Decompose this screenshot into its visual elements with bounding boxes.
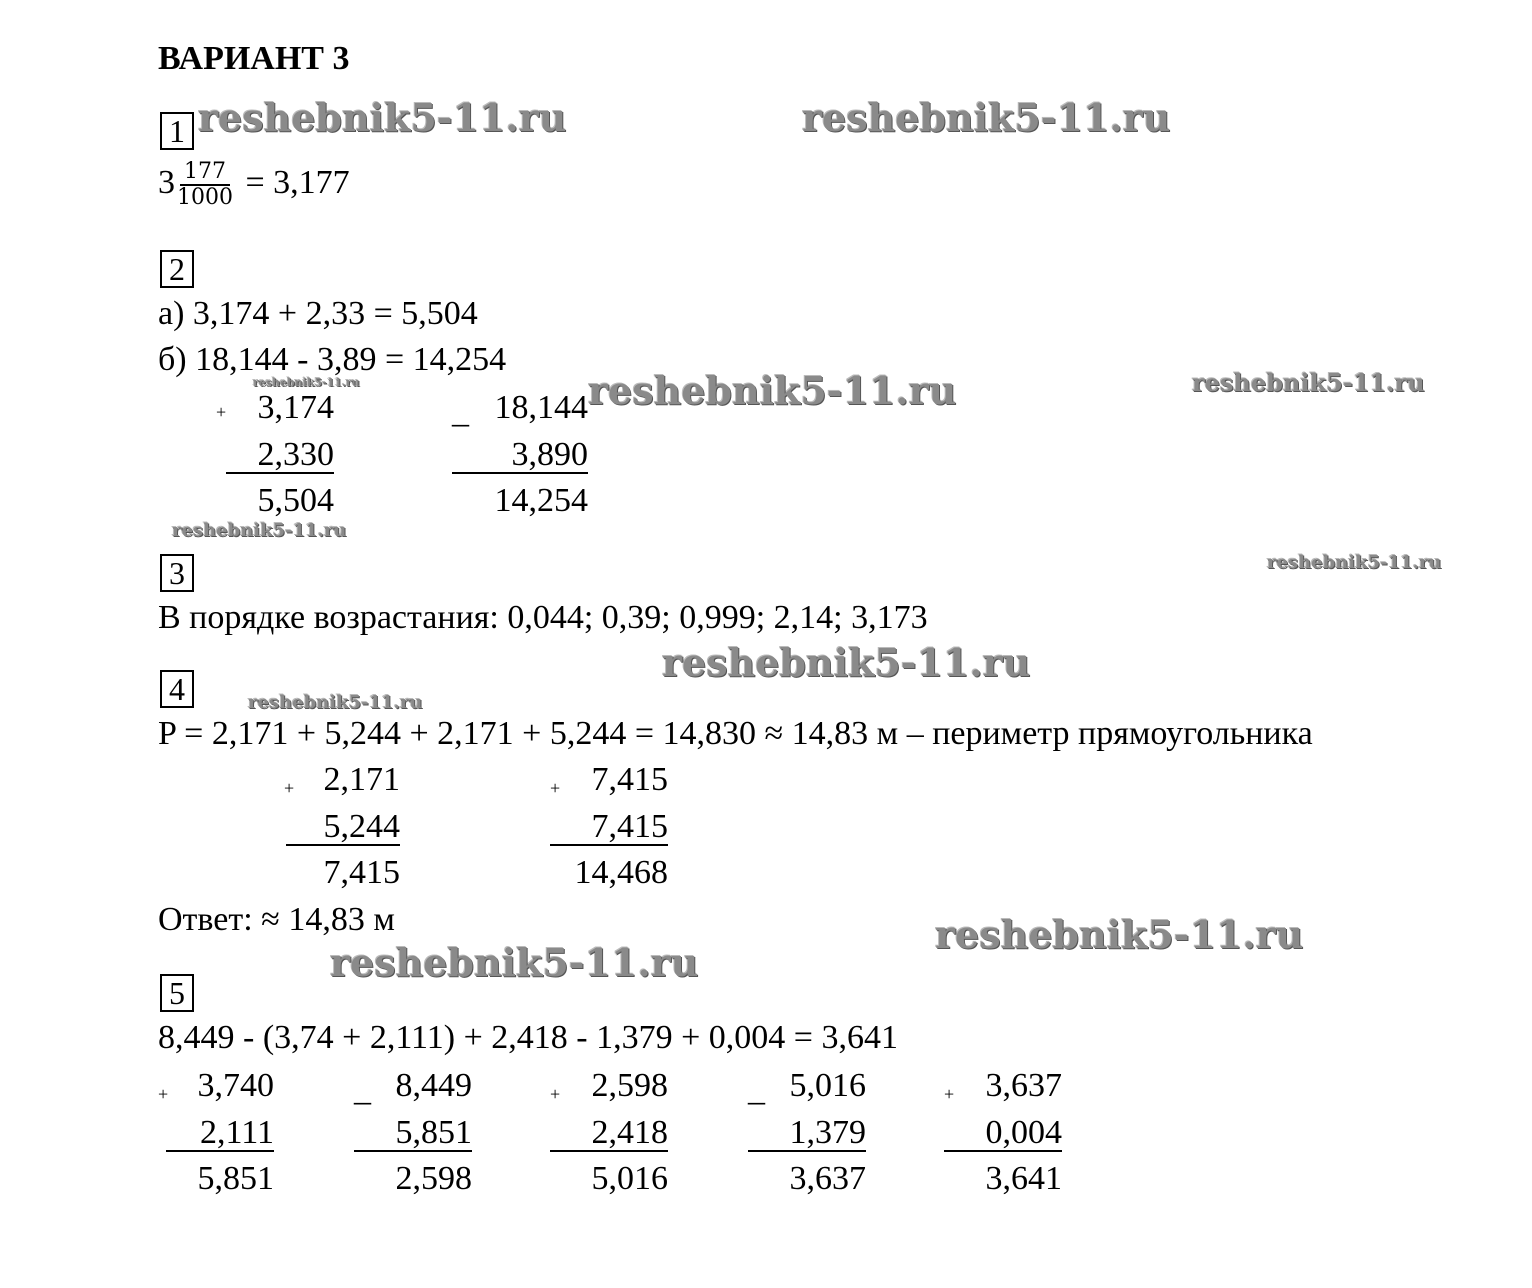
column-bottom: 0,004 [985,1114,1062,1151]
page-title: ВАРИАНТ 3 [158,40,350,77]
column-top: 18,144 [494,389,588,426]
equation-line: P = 2,171 + 5,244 + 2,171 + 5,244 = 14,830 ≈ 14,83 м – периметр прямоугольника [158,715,1313,752]
column-rule [748,1150,866,1152]
column-rule [226,472,334,474]
column-result: 3,641 [985,1160,1062,1197]
column-top: 2,598 [591,1067,668,1104]
column-sign: _ [748,1071,765,1108]
column-result: 5,016 [591,1160,668,1197]
task-number: 3 [160,554,194,592]
equation-line: а) 3,174 + 2,33 = 5,504 [158,295,478,332]
watermark: reshebnik5-11.ru [172,520,347,541]
answer-line: В порядке возрастания: 0,044; 0,39; 0,999; 2,14; 3,173 [158,599,928,636]
column-sign: + [284,778,295,798]
fraction-numerator: 177 [180,160,230,186]
column-top: 3,740 [197,1067,274,1104]
answer-line: Ответ: ≈ 14,83 м [158,901,395,938]
column-rule [944,1150,1062,1152]
column-top: 7,415 [591,761,668,798]
column-bottom: 1,379 [789,1114,866,1151]
column-sign: + [216,402,227,422]
equation-line: б) 18,144 - 3,89 = 14,254 [158,341,507,378]
column-result: 5,851 [197,1160,274,1197]
watermark: reshebnik5-11.ru [198,95,567,140]
column-sign: + [550,1084,561,1104]
column-top: 8,449 [395,1067,472,1104]
column-bottom: 3,890 [511,436,588,473]
column-top: 5,016 [789,1067,866,1104]
watermark: reshebnik5-11.ru [935,912,1304,957]
column-top: 2,171 [323,761,400,798]
column-sign: _ [354,1071,371,1108]
column-result: 3,637 [789,1160,866,1197]
task-number: 4 [160,670,194,708]
column-result: 14,468 [574,854,668,891]
column-rule [354,1150,472,1152]
column-sign: + [550,778,561,798]
watermark: reshebnik5-11.ru [802,95,1171,140]
task-number: 2 [160,250,194,288]
column-result: 5,504 [257,482,334,519]
task-number: 5 [160,974,194,1012]
column-bottom: 2,111 [200,1114,274,1151]
column-rule [550,844,668,846]
watermark: reshebnik5-11.ru [1267,552,1442,573]
fraction [177,160,233,210]
column-rule [166,1150,274,1152]
mixed-whole: 3 [158,163,175,201]
decimal-result: = 3,177 [245,163,350,201]
column-sign: + [158,1084,169,1104]
column-bottom: 7,415 [591,808,668,845]
column-rule [550,1150,668,1152]
watermark: reshebnik5-11.ru [1192,368,1425,397]
column-top: 3,174 [257,389,334,426]
column-bottom: 5,244 [323,808,400,845]
column-result: 7,415 [323,854,400,891]
watermark: reshebnik5-11.ru [588,368,957,413]
watermark: reshebnik5-11.ru [248,692,423,713]
column-sign: _ [452,393,469,430]
watermark: reshebnik5-11.ru [330,940,699,985]
task-number: 1 [160,112,194,150]
fraction-denominator: 1000 [177,185,233,210]
column-rule [452,472,588,474]
column-bottom: 5,851 [395,1114,472,1151]
column-rule [286,844,400,846]
column-bottom: 2,418 [591,1114,668,1151]
column-sign: + [944,1084,955,1104]
column-top: 3,637 [985,1067,1062,1104]
column-bottom: 2,330 [257,436,334,473]
watermark: reshebnik5-11.ru [253,376,360,389]
equation-line: 8,449 - (3,74 + 2,111) + 2,418 - 1,379 + 0,004 = 3,641 [158,1019,898,1056]
column-result: 2,598 [395,1160,472,1197]
watermark: reshebnik5-11.ru [662,640,1031,685]
task-1-equation [158,160,350,210]
column-result: 14,254 [494,482,588,519]
